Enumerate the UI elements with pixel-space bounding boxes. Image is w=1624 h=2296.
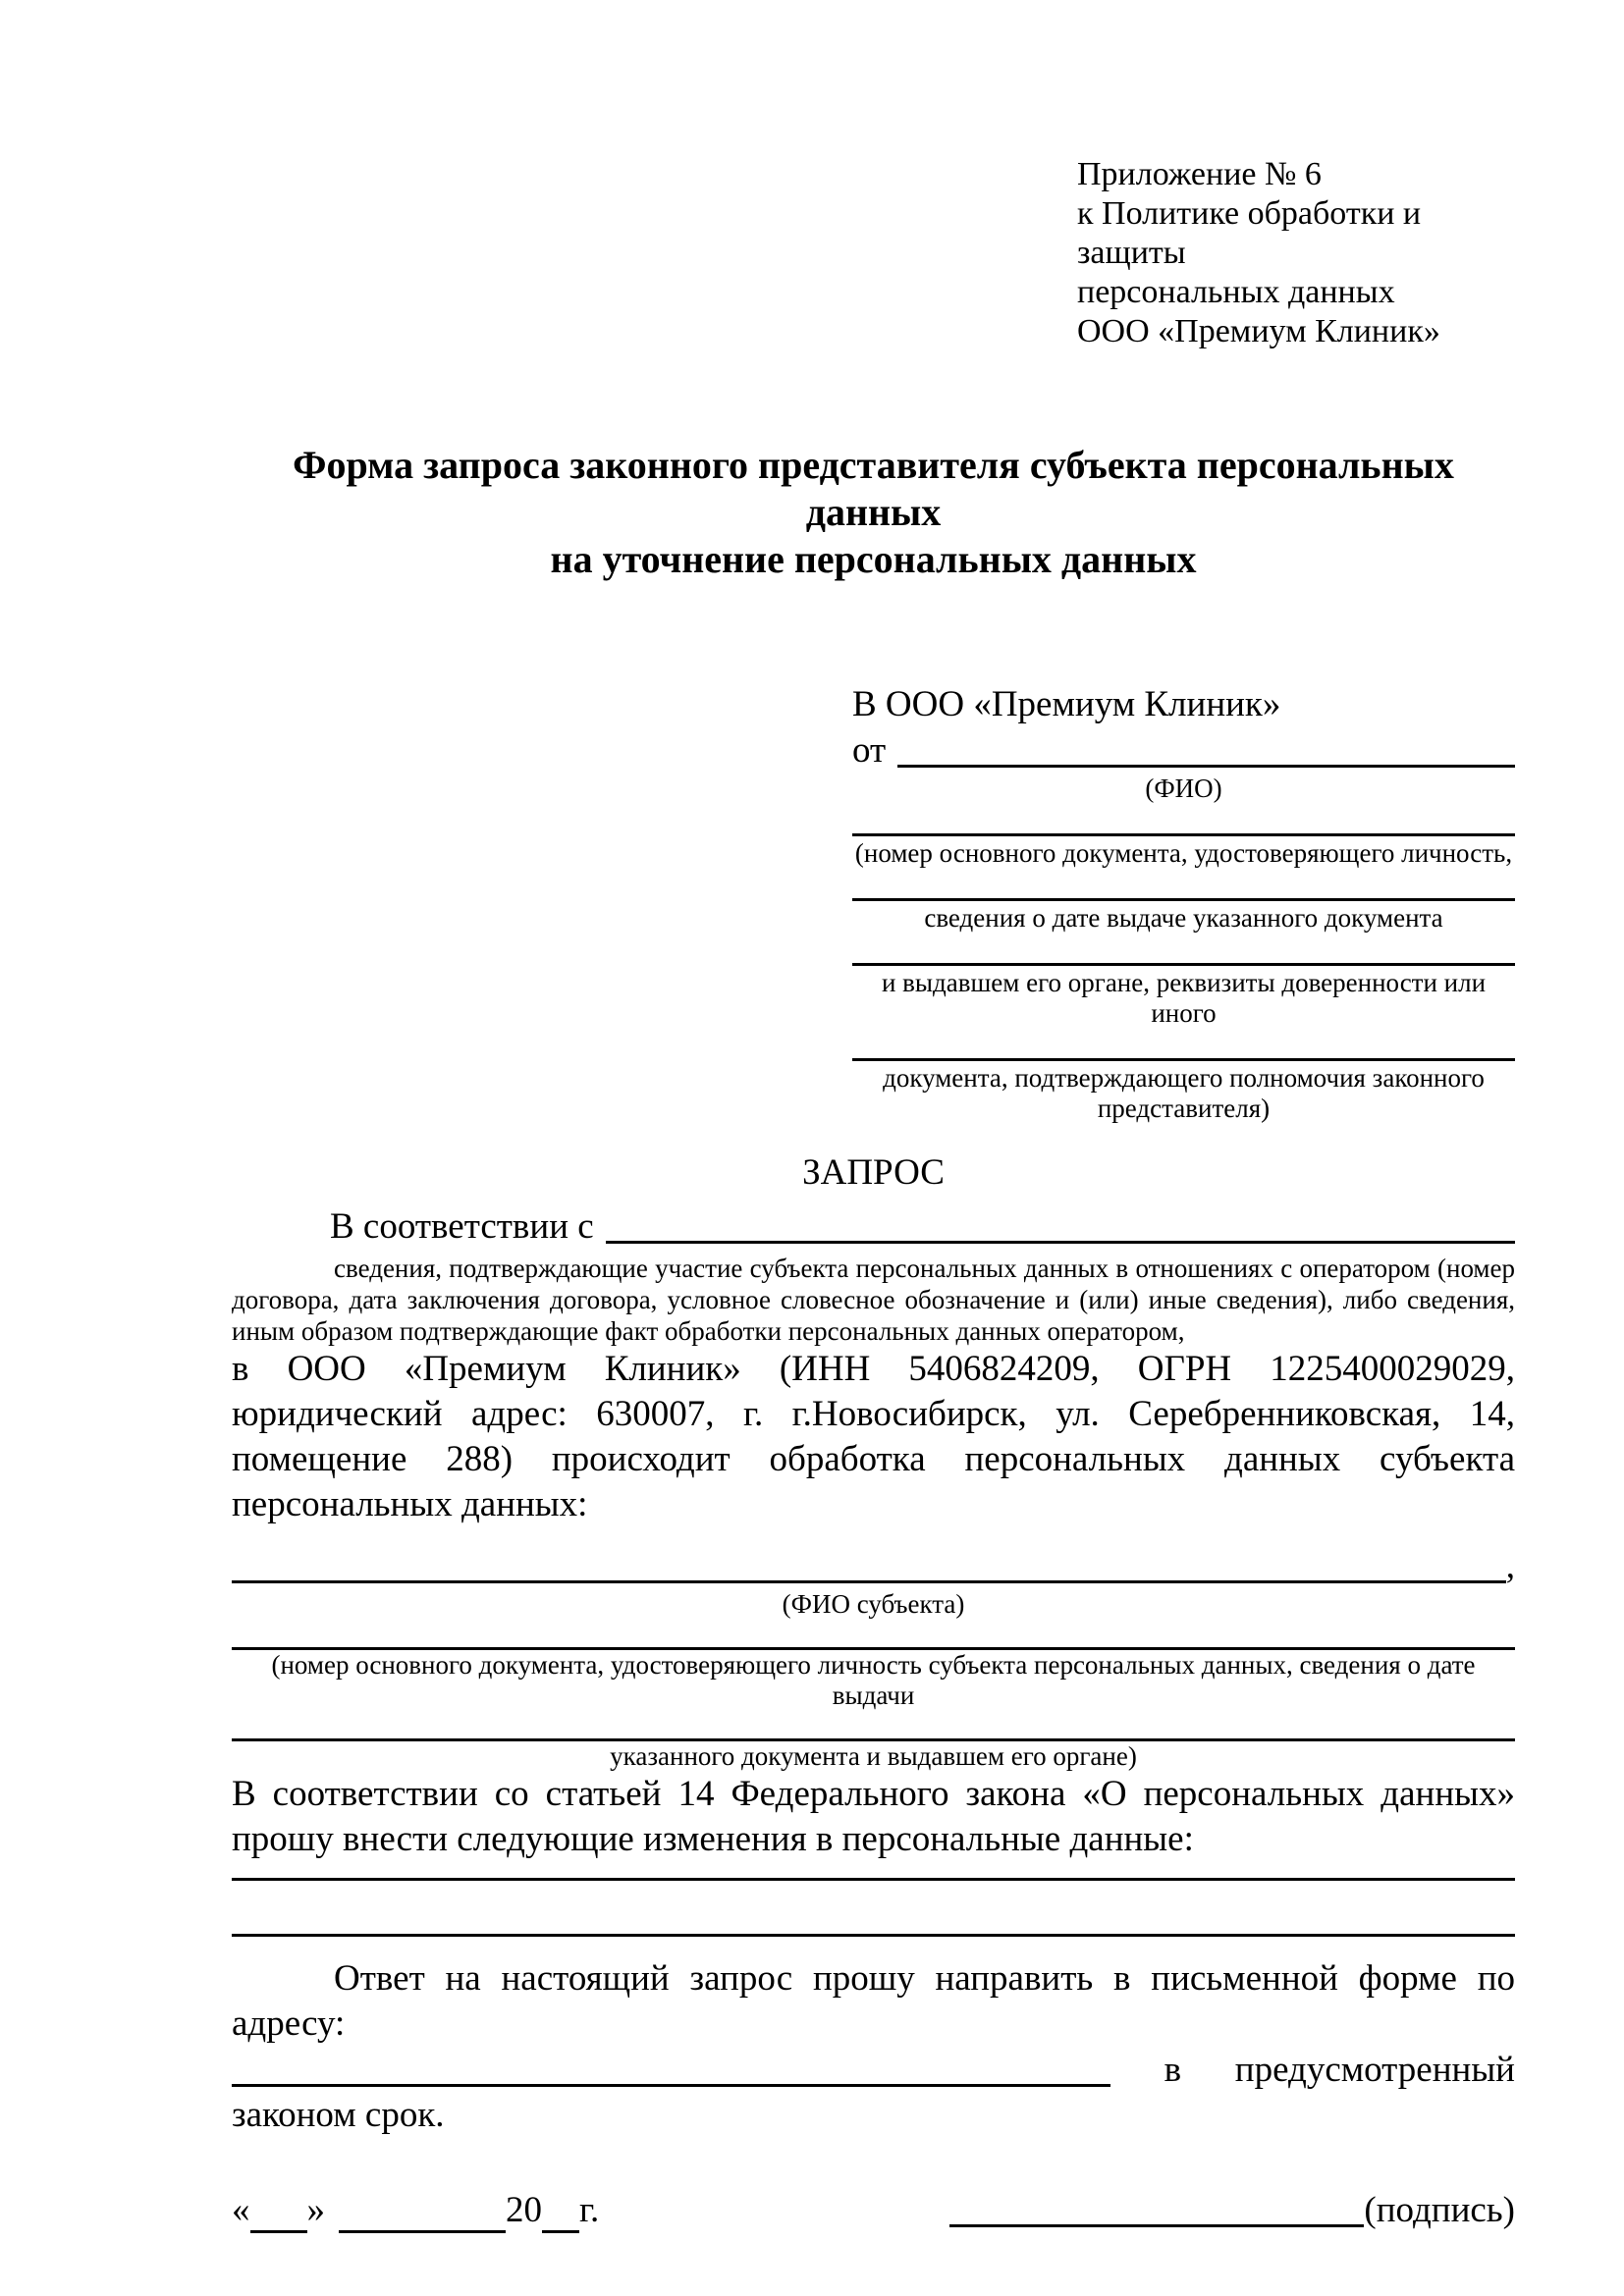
changes-blank-line-2 [232, 1881, 1515, 1937]
date-signature-row [232, 2187, 1515, 2233]
answer-tail-word-1: в [1164, 2050, 1182, 2090]
addressee-company: В ООО «Премиум Клиник» [852, 684, 1281, 724]
subject-doc-caption-1: (номер основного документа, удостоверяющего личность субъекта персональных данных, сведения о дате выдачи [271, 1650, 1476, 1710]
subject-fio-comma: , [1505, 1546, 1515, 1586]
appendix-number: Приложение № 6 [1077, 156, 1322, 192]
form-title [232, 442, 1515, 583]
signature-field [949, 2187, 1515, 2233]
representative-doc-field-4 [852, 1029, 1515, 1124]
intro-row [232, 1203, 1515, 1250]
field-caption: и выдавшем его органе, реквизиты доверенности или иного [881, 968, 1487, 1028]
date-year-suffix: г. [579, 2190, 600, 2230]
representative-doc-field-1 [852, 804, 1515, 869]
field-caption: сведения о дате выдаче указанного документа [924, 903, 1443, 933]
signature-blank-line [949, 2224, 1364, 2227]
signature-caption: (подпись) [1364, 2190, 1515, 2230]
address-blank-line [232, 2084, 1110, 2087]
address-blank-row [232, 2047, 1515, 2093]
operator-paragraph: в ООО «Премиум Клиник» (ИНН 5406824209, ОГРН 1225400029029, юридический адрес: 630007, г. г.Новосибирск, ул. Серебренниковская, 14, помещение 288) происходит обработка персональных данных субъекта персональных данных: [232, 1349, 1515, 1524]
date-day-blank [250, 2201, 307, 2233]
intro-label: В соответствии с [330, 1206, 594, 1247]
representative-doc-field-3 [852, 934, 1515, 1029]
blank-line [852, 804, 1515, 836]
form-title-line2: на уточнение персональных данных [550, 537, 1197, 581]
subject-doc-blank-line-1 [232, 1620, 1515, 1650]
date-month-blank [339, 2201, 506, 2233]
subject-doc-caption-2: указанного документа и выдавшем его органе) [610, 1741, 1137, 1771]
intro-blank-line [606, 1241, 1515, 1244]
appendix-policy-line1: к Политике обработки и защиты [1077, 195, 1422, 271]
subject-fio-row [232, 1543, 1515, 1589]
answer-end: законом срок. [232, 2095, 445, 2135]
addressee-from-row [852, 727, 1515, 774]
subject-fio-blank-line [232, 1580, 1506, 1583]
date-year-blank [542, 2201, 579, 2233]
answer-paragraph: Ответ на настоящий запрос прошу направить в письменной форме по адресу: [232, 1958, 1515, 2044]
subject-fio-caption: (ФИО субъекта) [782, 1589, 965, 1619]
field-caption: (номер основного документа, удостоверяющего личность, [854, 838, 1513, 868]
representative-doc-field-2 [852, 869, 1515, 934]
intro-caption: сведения, подтверждающие участие субъекта персональных данных в отношениях с оператором (номер договора, дата заключения договора, условное словесное обозначение и (или) иные сведения), либо сведения, иным образом подтверждающие факт обработки персональных данных оператором, [232, 1254, 1515, 1346]
appendix-policy-line2: персональных данных [1077, 274, 1395, 310]
appendix-company: ООО «Премиум Клиник» [1077, 313, 1440, 349]
subject-doc-blank-line-2 [232, 1711, 1515, 1741]
addressee-block [852, 681, 1515, 1124]
date-field [232, 2187, 599, 2233]
date-quote-open: « [232, 2190, 250, 2230]
answer-tail-word-2: предусмотренный [1234, 2050, 1515, 2090]
blank-line [852, 869, 1515, 901]
date-year-prefix: 20 [506, 2190, 542, 2230]
law-paragraph: В соответствии со статьей 14 Федерального закона «О персональных данных» прошу внести следующие изменения в персональные данные: [232, 1774, 1515, 1859]
changes-blank-line-1 [232, 1862, 1515, 1881]
from-label: от [852, 730, 887, 771]
field-caption: документа, подтверждающего полномочия законного представителя) [883, 1063, 1485, 1123]
blank-line [852, 1029, 1515, 1061]
blank-line [852, 934, 1515, 966]
request-heading: ЗАПРОС [802, 1152, 945, 1193]
date-quote-close: » [306, 2190, 325, 2230]
from-blank-line [897, 765, 1515, 768]
form-title-line1: Форма запроса законного представителя субъекта персональных данных [293, 443, 1454, 534]
appendix-header [1077, 155, 1515, 351]
fio-caption: (ФИО) [1145, 774, 1222, 803]
